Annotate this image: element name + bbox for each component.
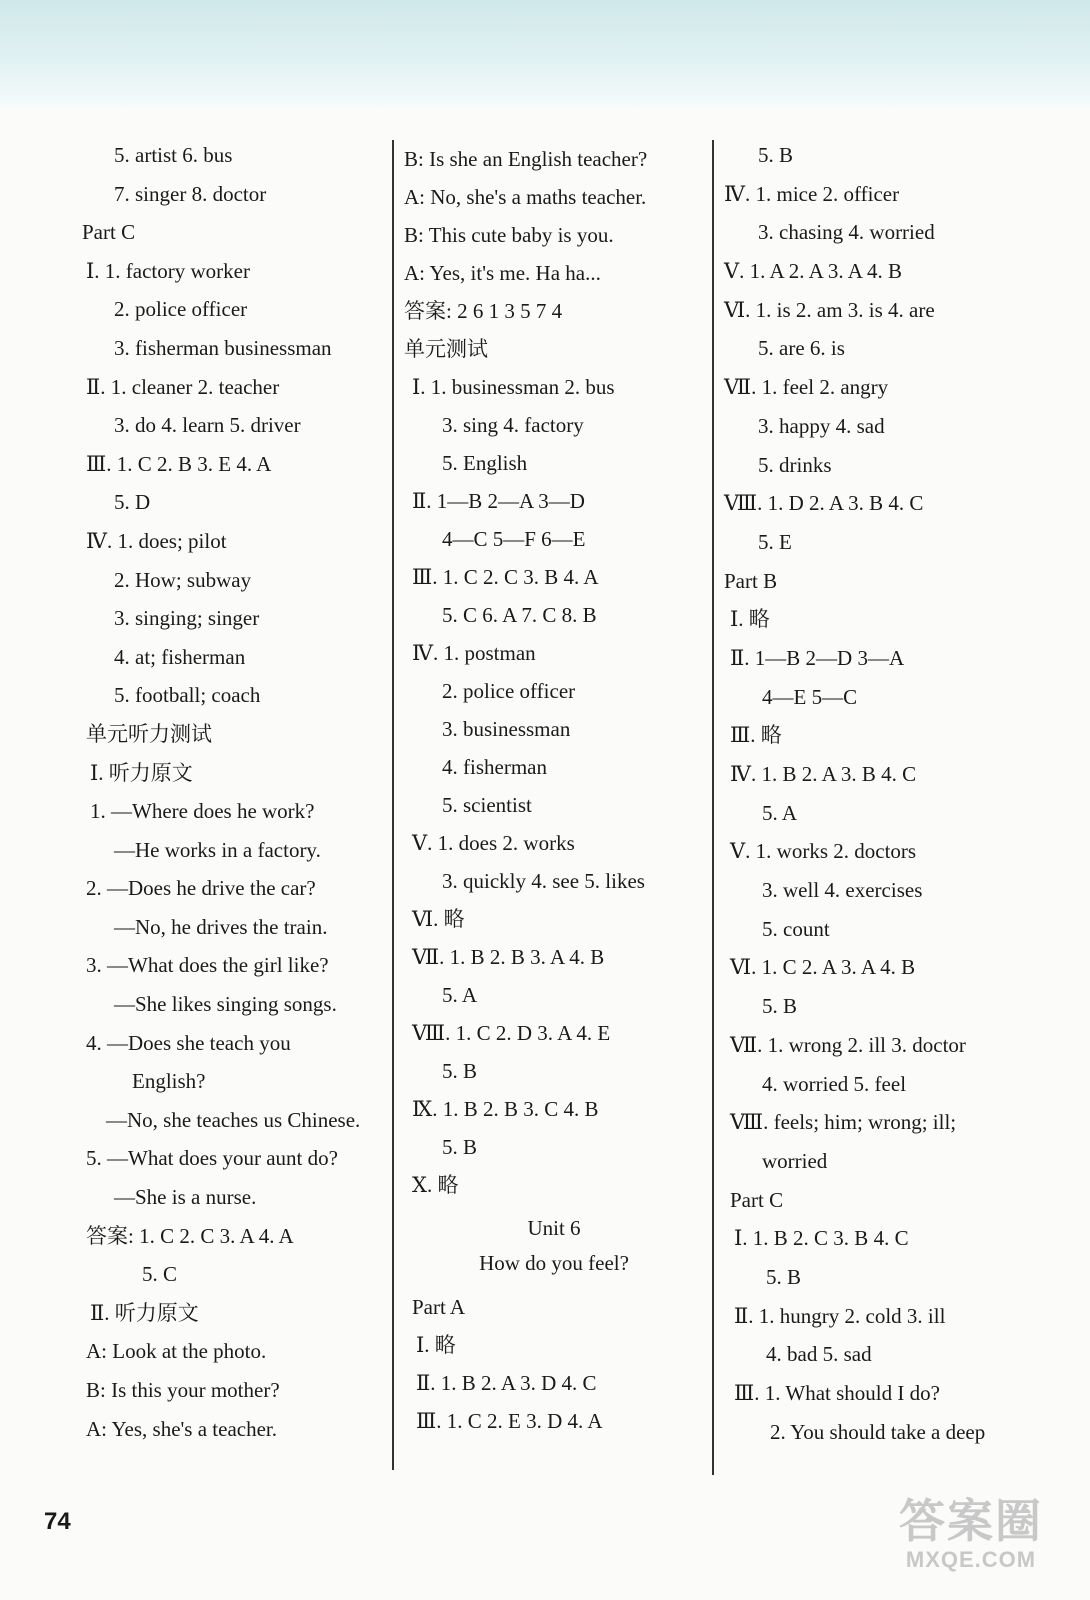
answer-line: Ⅱ. 1. hungry 2. cold 3. ill <box>734 1303 946 1328</box>
answer-line: 3. —What does the girl like? <box>86 953 329 978</box>
answer-line: 3. happy 4. sad <box>758 413 885 438</box>
answer-line: B: Is this your mother? <box>86 1378 280 1402</box>
answer-line: 5. A <box>442 983 478 1007</box>
answer-line: 5. C 6. A 7. C 8. B <box>442 603 597 627</box>
answer-line: 2. police officer <box>442 679 576 703</box>
answer-line: 5. A <box>762 800 798 825</box>
answer-line: 4. —Does she teach you <box>86 1030 291 1055</box>
answer-line: Ⅱ. 1. cleaner 2. teacher <box>86 374 280 399</box>
answer-line: Ⅳ. 1. B 2. A 3. B 4. C <box>730 762 917 786</box>
unit-subtitle: How do you feel? <box>479 1251 629 1275</box>
answer-line: Ⅱ. 1—B 2—D 3—A <box>730 645 905 670</box>
answer-line: Ⅸ. 1. B 2. B 3. C 4. B <box>412 1097 599 1121</box>
answer-line: 3. chasing 4. worried <box>758 220 935 245</box>
page-number: 74 <box>44 1508 71 1535</box>
answer-line: 3. businessman <box>442 717 571 741</box>
answer-line: Ⅰ. 听力原文 <box>90 760 193 785</box>
answer-line: Ⅷ. 1. D 2. A 3. B 4. C <box>724 491 924 516</box>
answer-line: —She is a nurse. <box>114 1185 257 1210</box>
answer-line: 5. scientist <box>442 793 532 817</box>
answer-line: Ⅰ. 1. factory worker <box>86 258 250 283</box>
answer-line: Ⅵ. 1. C 2. A 3. A 4. B <box>730 955 916 980</box>
answer-line: Ⅰ. 1. B 2. C 3. B 4. C <box>734 1226 909 1251</box>
column-divider-right <box>712 140 714 1475</box>
answer-line: 3. fisherman businessman <box>114 335 332 360</box>
answer-line: worried <box>762 1148 828 1173</box>
answer-line: Ⅹ. 略 <box>412 1173 459 1197</box>
answer-line: 4—E 5—C <box>762 684 858 709</box>
answer-line: 5. B <box>758 143 794 167</box>
answer-line: 答案: 1. C 2. C 3. A 4. A <box>86 1223 294 1248</box>
answer-line: Ⅶ. 1. B 2. B 3. A 4. B <box>412 945 605 969</box>
answer-line: Ⅰ. 略 <box>416 1333 456 1357</box>
answer-line: A: Yes, she's a teacher. <box>86 1416 277 1441</box>
answer-line: 1. —Where does he work? <box>90 799 315 824</box>
answer-line: 5. —What does your aunt do? <box>86 1146 338 1171</box>
answer-line: 2. —Does he drive the car? <box>86 876 316 901</box>
answer-line: 3. sing 4. factory <box>442 413 584 437</box>
answer-line: 3. singing; singer <box>114 606 260 631</box>
answer-line: 5. E <box>758 529 792 554</box>
answer-line: Ⅴ. 1. does 2. works <box>412 831 575 855</box>
answer-line: 4. bad 5. sad <box>766 1342 872 1367</box>
answer-line: Ⅰ. 略 <box>730 607 770 632</box>
answer-line: 5. artist 6. bus <box>114 143 233 167</box>
answer-line: 5. D <box>114 490 151 515</box>
answer-line: 2. You should take a deep <box>770 1419 986 1444</box>
answer-line: —He works in a factory. <box>114 837 321 862</box>
section-heading: Part B <box>724 568 778 593</box>
answer-line: —She likes singing songs. <box>114 992 337 1017</box>
answer-line: B: This cute baby is you. <box>404 223 614 247</box>
column-divider-left <box>392 140 394 1470</box>
answer-line: Ⅵ. 1. is 2. am 3. is 4. are <box>724 297 935 322</box>
answer-line: Ⅷ. feels; him; wrong; ill; <box>730 1110 957 1135</box>
answer-line: —No, he drives the train. <box>114 914 328 939</box>
answer-line: 5. B <box>442 1059 478 1083</box>
answer-line: Ⅲ. 1. C 2. E 3. D 4. A <box>416 1409 603 1433</box>
answer-line: Ⅳ. 1. mice 2. officer <box>724 181 900 206</box>
answer-line: 5. English <box>442 451 528 475</box>
watermark-line2: MXQE.COM <box>905 1547 1037 1572</box>
answer-line: 5. count <box>762 916 830 941</box>
answer-line: 2. How; subway <box>114 567 252 592</box>
answer-line: Ⅱ. 1. B 2. A 3. D 4. C <box>416 1371 597 1395</box>
section-heading: 单元测试 <box>404 337 488 361</box>
answer-line: 4. at; fisherman <box>114 644 246 669</box>
answer-line: Ⅱ. 1—B 2—A 3—D <box>412 489 585 513</box>
answer-line: Ⅶ. 1. feel 2. angry <box>724 375 889 400</box>
answer-line: Ⅲ. 1. What should I do? <box>734 1381 940 1405</box>
answer-line: 5. football; coach <box>114 683 261 708</box>
answer-line: 4. worried 5. feel <box>762 1071 907 1096</box>
answer-line: A: Yes, it's me. Ha ha... <box>404 261 601 285</box>
answer-line: 3. quickly 4. see 5. likes <box>442 869 645 893</box>
answer-line: Ⅴ. 1. A 2. A 3. A 4. B <box>724 259 902 284</box>
top-decorative-band <box>0 0 1090 108</box>
answer-line: Ⅷ. 1. C 2. D 3. A 4. E <box>412 1021 611 1045</box>
middle-column <box>404 140 704 1440</box>
answer-line: 2. police officer <box>114 297 248 322</box>
answer-line: 答案: 2 6 1 3 5 7 4 <box>404 299 563 323</box>
answer-line: —No, she teaches us Chinese. <box>106 1107 361 1132</box>
answer-line: 5. C <box>142 1262 178 1287</box>
answer-line: 5. are 6. is <box>758 336 845 361</box>
answer-line: 5. B <box>762 994 798 1019</box>
answer-line: Ⅵ. 略 <box>412 907 465 931</box>
answer-line: 3. well 4. exercises <box>762 878 923 903</box>
answer-line: 7. singer 8. doctor <box>114 181 267 206</box>
answer-line: 5. B <box>766 1264 802 1289</box>
section-heading: 单元听力测试 <box>86 721 212 746</box>
answer-line: A: No, she's a maths teacher. <box>404 185 647 209</box>
watermark-logo <box>886 1496 1056 1584</box>
answer-line: Ⅳ. 1. does; pilot <box>86 528 227 553</box>
section-heading: Part C <box>82 220 136 245</box>
watermark-line1: 答案圈 <box>899 1495 1043 1547</box>
answer-line: Ⅱ. 听力原文 <box>90 1300 199 1325</box>
right-column <box>724 136 1064 1451</box>
answer-line: B: Is she an English teacher? <box>404 147 648 171</box>
answer-line: 3. do 4. learn 5. driver <box>114 413 301 438</box>
section-heading: Part A <box>412 1295 466 1319</box>
answer-line: Ⅲ. 1. C 2. C 3. B 4. A <box>412 565 599 589</box>
section-heading: Part C <box>730 1187 784 1212</box>
answer-line: Ⅲ. 1. C 2. B 3. E 4. A <box>86 451 272 476</box>
answer-line: 5. drinks <box>758 452 832 477</box>
answer-line: Ⅳ. 1. postman <box>412 641 536 665</box>
left-column <box>82 136 382 1448</box>
answer-line: Ⅰ. 1. businessman 2. bus <box>412 375 615 399</box>
unit-title: Unit 6 <box>527 1216 581 1240</box>
answer-line: 4—C 5—F 6—E <box>442 527 586 551</box>
answer-line: Ⅴ. 1. works 2. doctors <box>730 839 917 864</box>
answer-line: 4. fisherman <box>442 755 547 779</box>
answer-line: A: Look at the photo. <box>86 1339 267 1364</box>
answer-line: 5. B <box>442 1135 478 1159</box>
answer-line: English? <box>132 1069 206 1094</box>
answer-line: Ⅶ. 1. wrong 2. ill 3. doctor <box>730 1032 966 1057</box>
answer-line: Ⅲ. 略 <box>730 723 782 748</box>
